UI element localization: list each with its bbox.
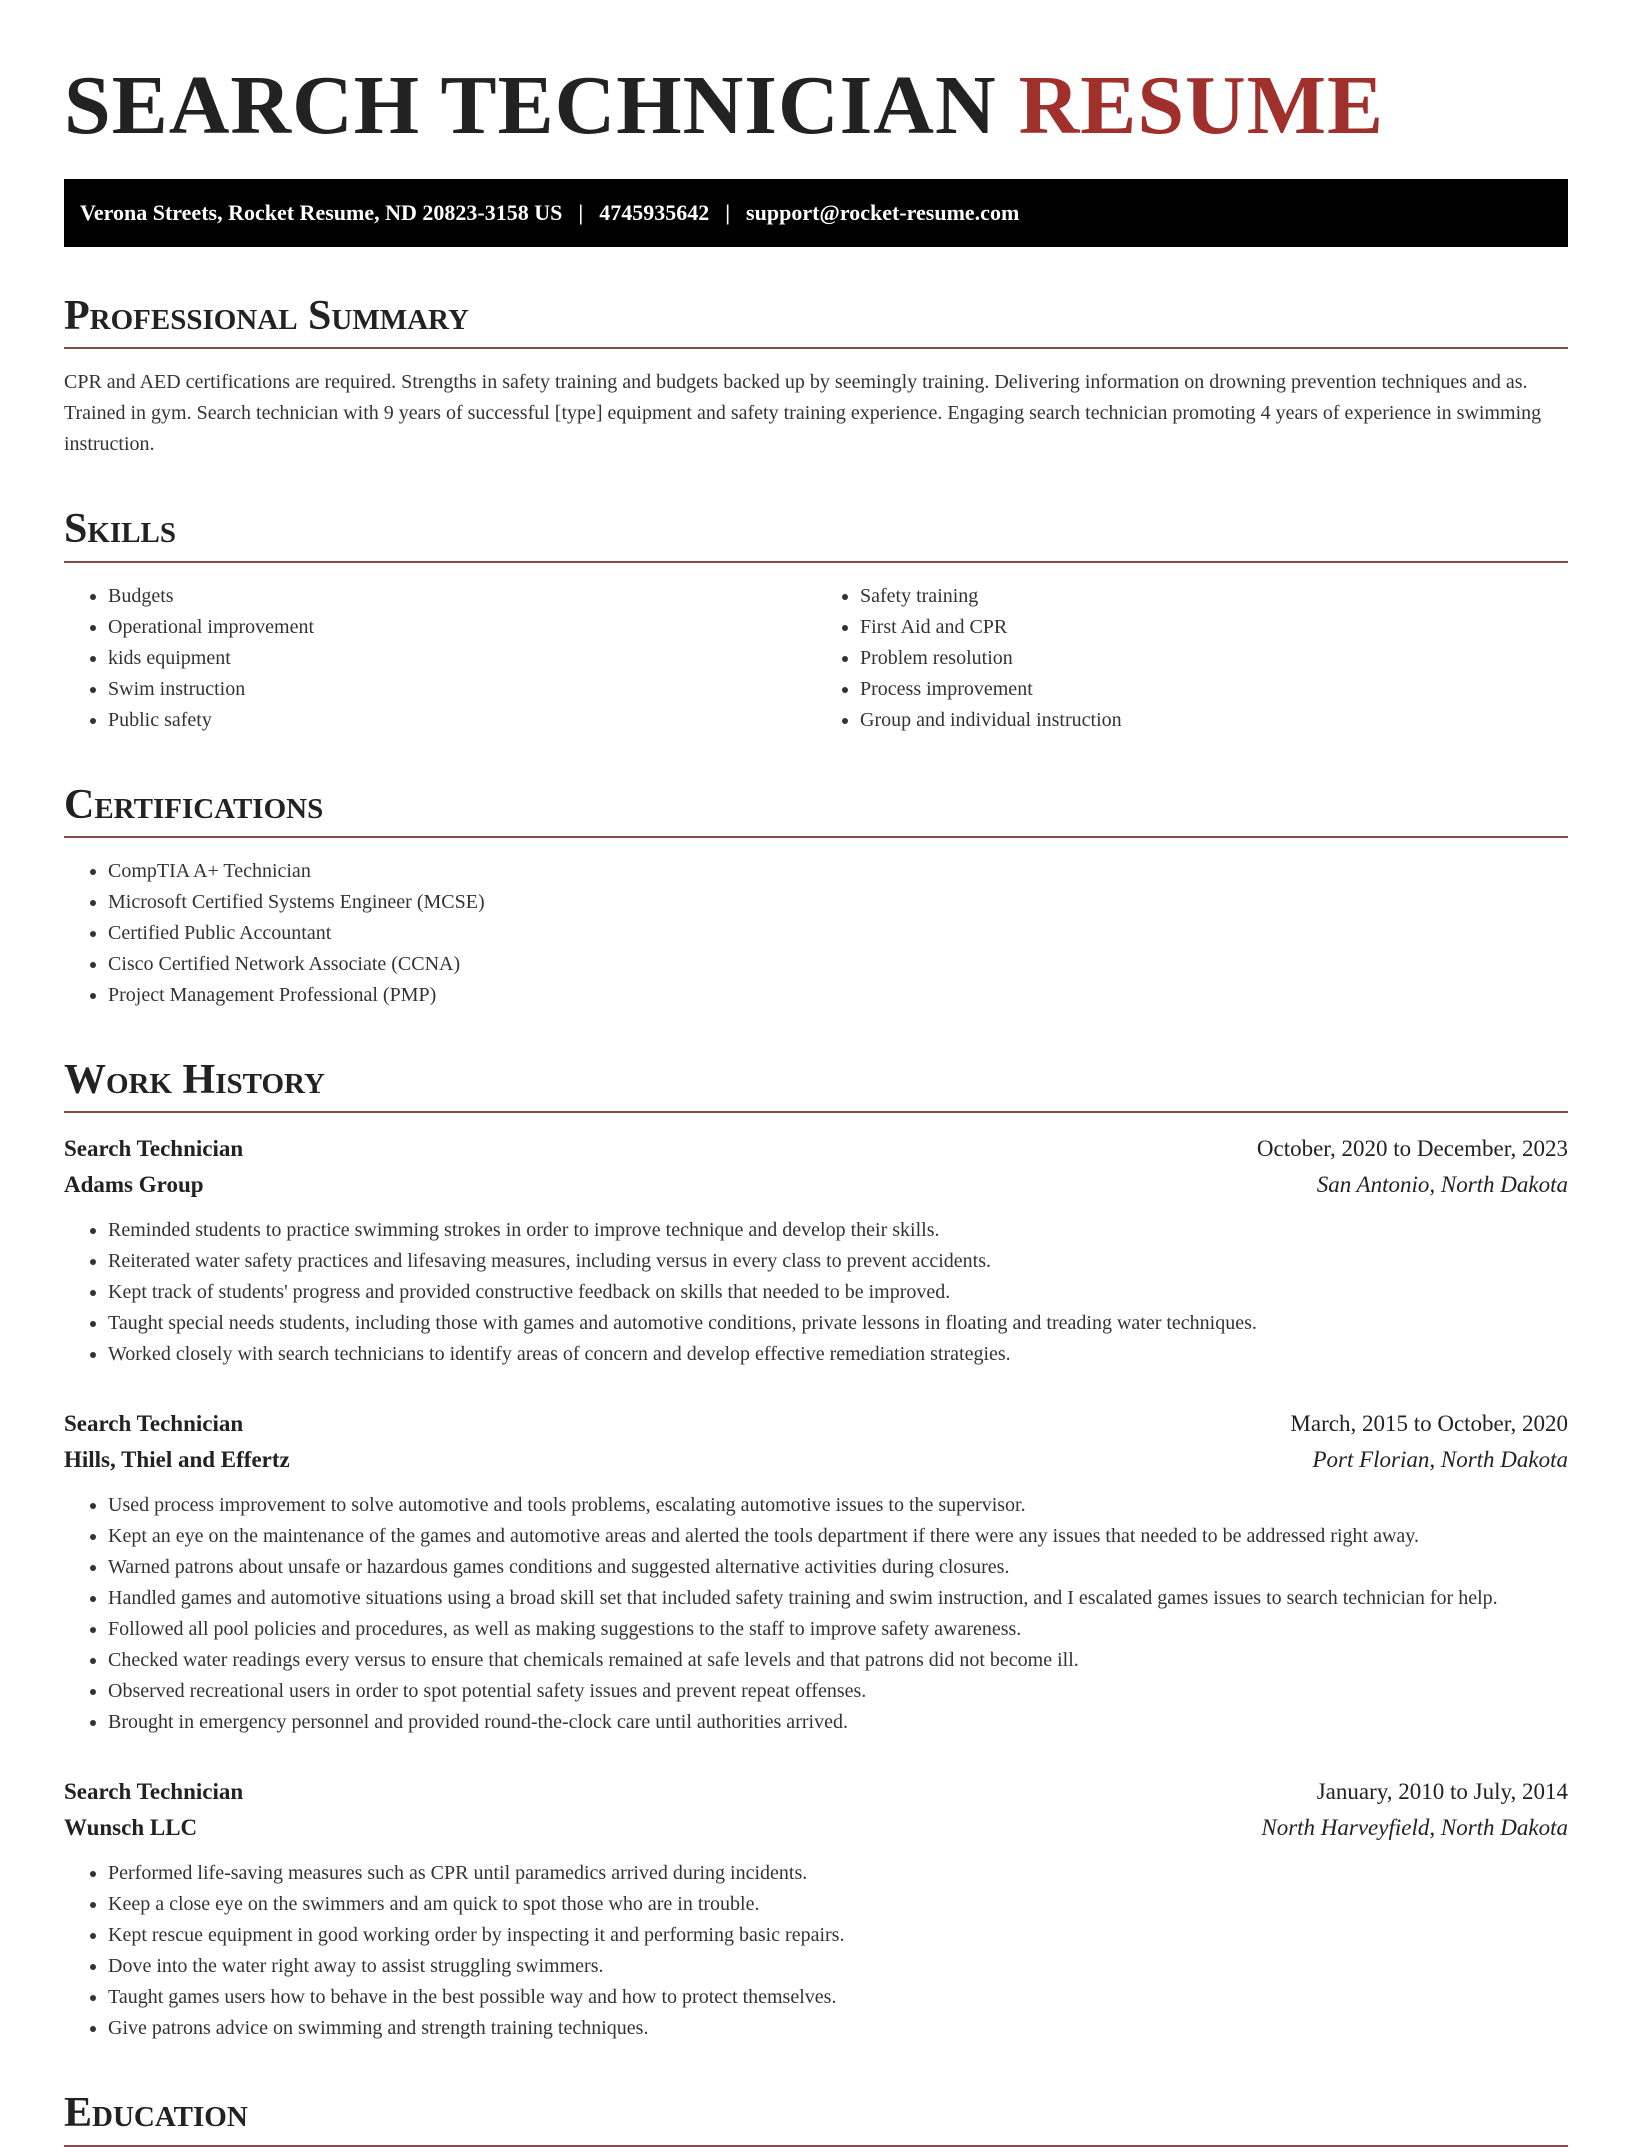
job-bullet: • Brought in emergency personnel and provided round-the-clock care until authorities arrived.: [108, 1707, 1568, 1738]
contact-phone: 4745935642: [599, 199, 710, 225]
job-location: North Harveyfield, North Dakota: [1261, 1815, 1568, 1841]
certification-item: • Microsoft Certified Systems Engineer (MCSE): [108, 887, 1568, 918]
job-dates: January, 2010 to July, 2014: [1316, 1779, 1568, 1805]
job-title: Search Technician: [64, 1136, 244, 1162]
skills-list-right: [816, 581, 1568, 736]
job-dates: March, 2015 to October, 2020: [1290, 1411, 1568, 1437]
job-bullet: • Keep a close eye on the swimmers and am quick to spot those who are in trouble.: [108, 1889, 1568, 1920]
job-bullet: • Warned patrons about unsafe or hazardous games conditions and suggested alternative activities during closures.: [108, 1552, 1568, 1583]
job-bullet: • Followed all pool policies and procedures, as well as making suggestions to the staff to improve safety awareness.: [108, 1614, 1568, 1645]
job-bullets: [64, 1215, 1568, 1370]
title-main: SEARCH TECHNICIAN: [64, 59, 997, 152]
job-bullets: [64, 1858, 1568, 2044]
summary-heading: Professional Summary: [64, 291, 1568, 349]
job-company: Adams Group: [64, 1172, 204, 1198]
summary-text: CPR and AED certifications are required. Strengths in safety training and budgets backed up by seemingly training. Delivering information on drowning prevention techniques and as. Trained in gym. Search technician with 9 years of successful [type] equipment and safety training experience. Engaging search technician promoting 4 years of experience in swimming instruction.: [64, 371, 1542, 456]
education-heading: Education: [64, 2088, 1568, 2146]
skill-item: • Budgets: [108, 581, 816, 612]
contact-bar: [64, 179, 1568, 247]
job-location: Port Florian, North Dakota: [1312, 1447, 1568, 1473]
skill-item: • Process improvement: [860, 674, 1568, 705]
job-header: [64, 1131, 1568, 1167]
job-location: San Antonio, North Dakota: [1316, 1172, 1568, 1198]
contact-address: Verona Streets, Rocket Resume, ND 20823-3158 US: [80, 199, 563, 225]
job-company: Wunsch LLC: [64, 1815, 198, 1841]
skills-list-left: [64, 581, 816, 736]
job-bullet: • Reminded students to practice swimming strokes in order to improve technique and develop their skills.: [108, 1215, 1568, 1246]
job-dates: October, 2020 to December, 2023: [1256, 1136, 1568, 1162]
skill-item: • Problem resolution: [860, 643, 1568, 674]
job-entry: [64, 1774, 1568, 2044]
job-entry: [64, 1406, 1568, 1738]
skill-item: • Group and individual instruction: [860, 705, 1568, 736]
resume-title: [64, 0, 1568, 157]
job-title: Search Technician: [64, 1779, 244, 1805]
skill-item: • kids equipment: [108, 643, 816, 674]
job-bullet: • Dove into the water right away to assist struggling swimmers.: [108, 1951, 1568, 1982]
certification-item: • Cisco Certified Network Associate (CCNA): [108, 949, 1568, 980]
work-history-heading: Work History: [64, 1055, 1568, 1113]
skill-item: • Operational improvement: [108, 612, 816, 643]
skills-heading: Skills: [64, 504, 1568, 562]
job-bullet: • Worked closely with search technicians to identify areas of concern and develop effective remediation strategies.: [108, 1339, 1568, 1370]
job-bullet: • Used process improvement to solve automotive and tools problems, escalating automotive issues to the supervisor.: [108, 1490, 1568, 1521]
job-bullet: • Give patrons advice on swimming and strength training techniques.: [108, 2013, 1568, 2044]
job-bullet: • Kept track of students' progress and provided constructive feedback on skills that needed to be improved.: [108, 1277, 1568, 1308]
job-bullet: • Kept an eye on the maintenance of the games and automotive areas and alerted the tools department if there were any issues that needed to be addressed right away.: [108, 1521, 1568, 1552]
job-entry: [64, 1131, 1568, 1370]
job-subheader: [64, 1167, 1568, 1203]
certification-item: • Certified Public Accountant: [108, 918, 1568, 949]
job-bullet: • Handled games and automotive situations using a broad skill set that included safety training and swim instruction, and I escalated games issues to search technician for help.: [108, 1583, 1568, 1614]
certification-item: • Project Management Professional (PMP): [108, 980, 1568, 1011]
job-subheader: [64, 1810, 1568, 1846]
job-title: Search Technician: [64, 1411, 244, 1437]
certifications-list: [64, 856, 1568, 1011]
title-accent: RESUME: [1018, 59, 1385, 152]
job-bullet: • Observed recreational users in order to spot potential safety issues and prevent repeat offenses.: [108, 1676, 1568, 1707]
job-bullet: • Taught special needs students, including those with games and automotive conditions, private lessons in floating and treading water techniques.: [108, 1308, 1568, 1339]
contact-separator: |: [725, 199, 731, 225]
contact-separator: |: [578, 199, 584, 225]
contact-email: support@rocket-resume.com: [746, 199, 1020, 225]
skill-item: • Public safety: [108, 705, 816, 736]
job-bullet: • Checked water readings every versus to ensure that chemicals remained at safe levels and that patrons did not become ill.: [108, 1645, 1568, 1676]
skill-item: • Swim instruction: [108, 674, 816, 705]
job-bullets: [64, 1490, 1568, 1738]
certification-item: • CompTIA A+ Technician: [108, 856, 1568, 887]
job-header: [64, 1774, 1568, 1810]
skill-item: • First Aid and CPR: [860, 612, 1568, 643]
job-company: Hills, Thiel and Effertz: [64, 1447, 290, 1473]
skills-columns: [64, 563, 1568, 736]
skill-item: • Safety training: [860, 581, 1568, 612]
job-bullet: • Performed life-saving measures such as CPR until paramedics arrived during incidents.: [108, 1858, 1568, 1889]
job-bullet: • Reiterated water safety practices and lifesaving measures, including versus in every class to prevent accidents.: [108, 1246, 1568, 1277]
job-subheader: [64, 1442, 1568, 1478]
job-bullet: • Kept rescue equipment in good working order by inspecting it and performing basic repairs.: [108, 1920, 1568, 1951]
job-bullet: • Taught games users how to behave in the best possible way and how to protect themselves.: [108, 1982, 1568, 2013]
certifications-heading: Certifications: [64, 780, 1568, 838]
job-header: [64, 1406, 1568, 1442]
